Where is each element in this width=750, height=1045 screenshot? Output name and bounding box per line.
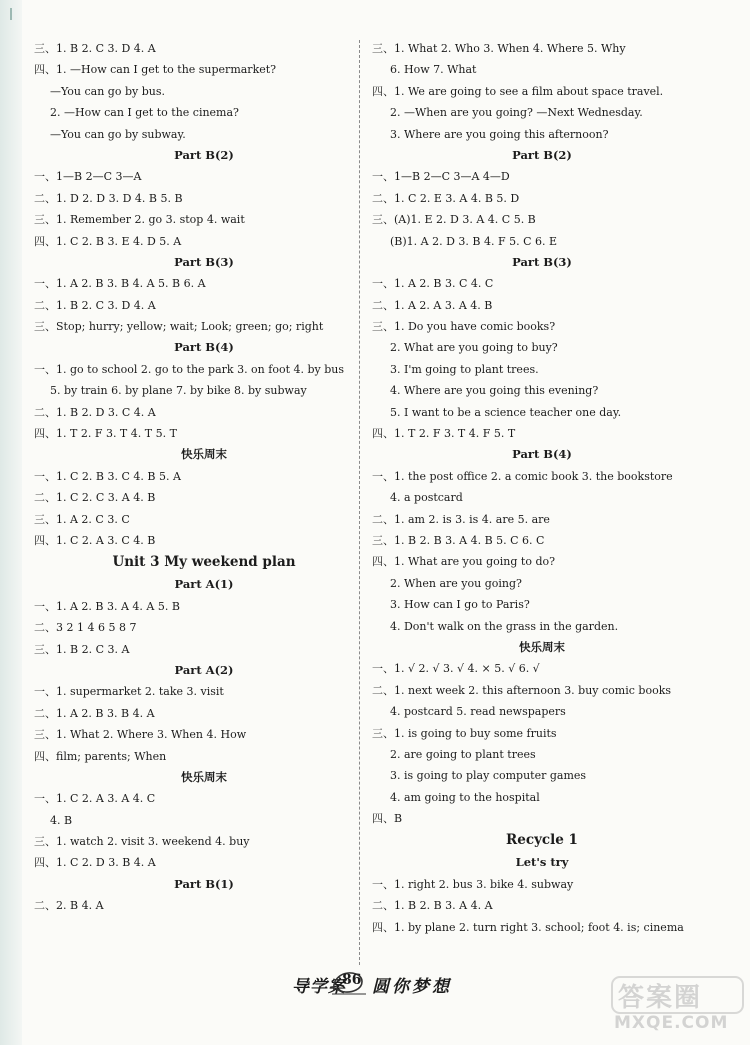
section-heading: 快乐周末 — [181, 769, 227, 784]
answer-line: 2. —When are you going? —Next Wednesday. — [390, 106, 643, 120]
answer-line: 二、2. B 4. A — [34, 899, 104, 913]
answer-line: 二、1. am 2. is 3. is 4. are 5. are — [372, 512, 550, 526]
page-number-badge — [330, 968, 368, 996]
answer-line: 四、1. We are going to see a film about space travel. — [372, 84, 664, 98]
answer-line: 5. I want to be a science teacher one day. — [390, 405, 622, 419]
answer-line: 三、1. is going to buy some fruits — [372, 726, 557, 740]
site-watermark — [610, 975, 745, 1040]
answer-line: 四、1. T 2. F 3. T 4. T 5. T — [34, 427, 177, 441]
answer-line: 二、1. A 2. B 3. B 4. A — [34, 706, 155, 720]
section-heading: Part B(3) — [512, 254, 572, 269]
unit-title: Recycle 1 — [506, 832, 578, 849]
answer-line: 三、Stop; hurry; yellow; wait; Look; green; go; right — [34, 320, 324, 334]
page-number: 86 — [342, 972, 362, 988]
answer-line: 三、1. B 2. C 3. D 4. A — [34, 42, 156, 55]
answer-line: 4. postcard 5. read newspapers — [390, 705, 566, 719]
answer-line: 二、1. D 2. D 3. D 4. B 5. B — [34, 191, 183, 205]
answer-line: 二、1. B 2. C 3. D 4. A — [34, 298, 156, 312]
answer-line: 4. Where are you going this evening? — [390, 384, 599, 398]
answer-line: 3. Where are you going this afternoon? — [390, 127, 609, 141]
answer-line: 一、1. C 2. A 3. A 4. C — [34, 792, 156, 806]
section-heading: Part B(2) — [174, 147, 234, 162]
section-heading: Part B(2) — [512, 147, 572, 162]
answer-line: 2. When are you going? — [390, 576, 522, 590]
answer-line: 2. are going to plant trees — [390, 747, 536, 761]
answer-line: 3. I'm going to plant trees. — [390, 362, 539, 376]
answer-line: 4. Don't walk on the grass in the garden. — [390, 619, 619, 633]
answer-line: 二、1. C 2. E 3. A 4. B 5. D — [372, 191, 520, 205]
answer-line: 二、1. next week 2. this afternoon 3. buy comic books — [372, 683, 672, 697]
section-heading: Let's try — [515, 855, 569, 870]
answer-line: 5. by train 6. by plane 7. by bike 8. by subway — [50, 384, 307, 398]
answer-line: 二、1. B 2. D 3. C 4. A — [34, 405, 156, 419]
answer-line: 二、1. C 2. C 3. A 4. B — [34, 491, 156, 505]
answer-line: 6. How 7. What — [390, 63, 477, 77]
answer-line: 4. a postcard — [390, 491, 463, 505]
answer-line: 一、1—B 2—C 3—A — [34, 170, 142, 184]
right-answer-column — [372, 38, 712, 938]
page-edge-bar — [0, 0, 22, 1045]
answer-line: 三、1. B 2. B 3. A 4. B 5. C 6. C — [372, 533, 545, 547]
answer-line: 一、1—B 2—C 3—A 4—D — [372, 170, 510, 184]
answer-line: 三、1. Remember 2. go 3. stop 4. wait — [34, 213, 245, 227]
answer-line: 一、1. the post office 2. a comic book 3. the bookstore — [372, 469, 673, 483]
answer-line: 三、1. watch 2. visit 3. weekend 4. buy — [34, 835, 250, 849]
unit-title: Unit 3 My weekend plan — [112, 554, 296, 571]
answer-line: 三、1. What 2. Where 3. When 4. How — [34, 728, 247, 742]
answer-line: 三、1. B 2. C 3. A — [34, 642, 130, 656]
edge-tick — [10, 8, 12, 20]
answer-line: 一、1. A 2. B 3. A 4. A 5. B — [34, 599, 180, 613]
answer-line: 四、1. C 2. D 3. B 4. A — [34, 856, 156, 870]
answer-line: (B)1. A 2. D 3. B 4. F 5. C 6. E — [390, 234, 558, 248]
answer-line: 四、1. C 2. B 3. E 4. D 5. A — [34, 234, 182, 248]
answer-line: 2. —How can I get to the cinema? — [50, 106, 239, 120]
answer-line: 四、1. by plane 2. turn right 3. school; foot 4. is; cinema — [372, 920, 684, 934]
answer-line: 2. What are you going to buy? — [390, 341, 558, 355]
answer-line: 四、B — [372, 812, 403, 826]
answer-line: 四、1. T 2. F 3. T 4. F 5. T — [372, 427, 516, 441]
answer-line: 三、1. A 2. C 3. C — [34, 512, 130, 526]
answer-line: 四、1. —How can I get to the supermarket? — [34, 63, 277, 77]
left-answer-column — [34, 38, 374, 917]
answer-line: 三、(A)1. E 2. D 3. A 4. C 5. B — [372, 213, 536, 227]
answer-line: 四、1. What are you going to do? — [372, 555, 556, 569]
watermark-chinese: 答案圈 — [618, 983, 703, 1013]
section-heading: Part A(1) — [174, 577, 234, 592]
answer-line: 一、1. A 2. B 3. C 4. C — [372, 277, 494, 291]
answer-line: 三、1. What 2. Who 3. When 4. Where 5. Why — [372, 42, 626, 55]
answer-line: 3. is going to play computer games — [390, 769, 587, 783]
answer-line: 一、1. C 2. B 3. C 4. B 5. A — [34, 469, 181, 483]
answer-line: 4. B — [50, 813, 73, 827]
answer-line: 一、1. go to school 2. go to the park 3. on foot 4. by bus — [34, 362, 345, 376]
answer-line: 二、1. A 2. A 3. A 4. B — [372, 298, 493, 312]
answer-line: 一、1. A 2. B 3. B 4. A 5. B 6. A — [34, 277, 206, 291]
answer-line: 四、film; parents; When — [34, 749, 167, 763]
section-heading: Part B(3) — [174, 254, 234, 269]
answer-line: 一、1. √ 2. √ 3. √ 4. × 5. √ 6. √ — [372, 662, 540, 676]
answer-line: 三、1. Do you have comic books? — [372, 320, 556, 334]
answer-line: 二、1. B 2. B 3. A 4. A — [372, 899, 493, 913]
section-heading: 快乐周末 — [181, 447, 227, 462]
section-heading: Part B(1) — [174, 876, 234, 891]
answer-line: 四、1. C 2. A 3. C 4. B — [34, 533, 156, 547]
footer-brand-right: 圆你梦想 — [372, 977, 452, 997]
answer-line: 3. How can I go to Paris? — [390, 598, 530, 612]
section-heading: Part B(4) — [174, 340, 234, 355]
column-divider — [359, 40, 360, 965]
answer-line: 一、1. right 2. bus 3. bike 4. subway — [372, 877, 574, 891]
answer-line: 4. am going to the hospital — [390, 790, 540, 804]
answer-line: 二、3 2 1 4 6 5 8 7 — [34, 621, 137, 635]
answer-line: 一、1. supermarket 2. take 3. visit — [34, 685, 224, 699]
section-heading: Part B(4) — [512, 447, 572, 462]
answer-line: —You can go by subway. — [50, 127, 186, 141]
section-heading: Part A(2) — [174, 662, 234, 677]
watermark-url: MXQE.COM — [614, 1013, 729, 1033]
footer-brand-left: 导学案 — [292, 977, 346, 997]
section-heading: 快乐周末 — [519, 639, 565, 654]
answer-line: —You can go by bus. — [50, 84, 165, 98]
